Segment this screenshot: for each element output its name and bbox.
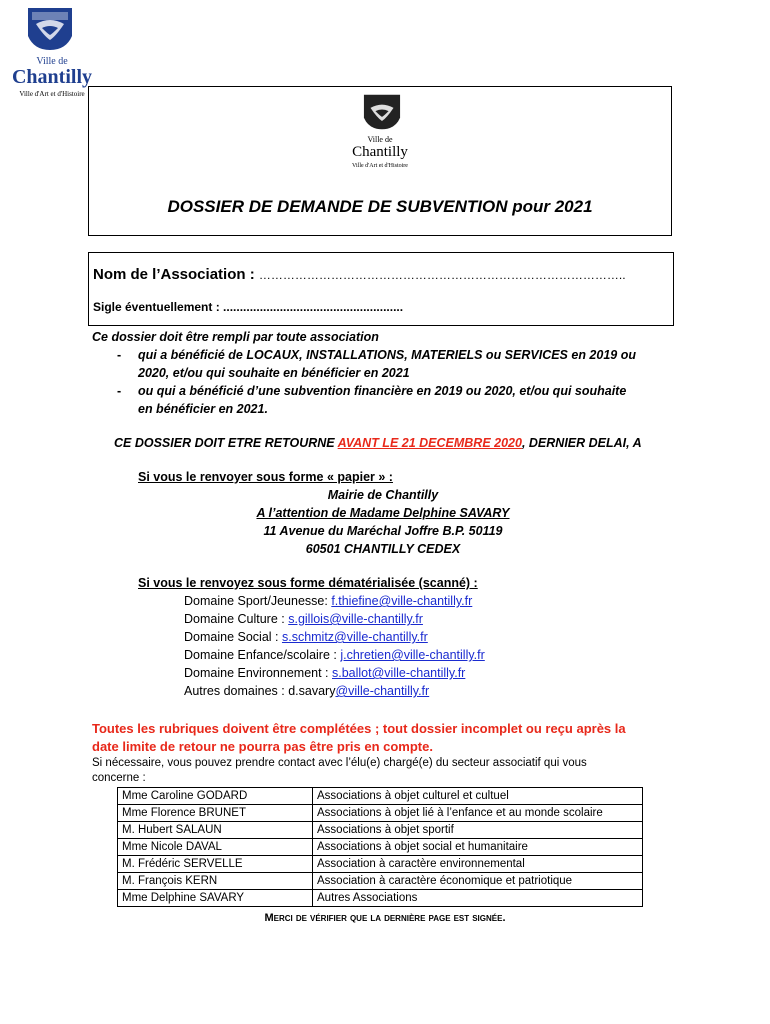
email-contact-social: Domaine Social : s.schmitz@ville-chantilly.fr [184, 630, 428, 644]
table-row [118, 873, 643, 890]
deadline-after: , DERNIER DELAI, A [521, 436, 642, 450]
official-sector: Associations à objet social et humanitaire [313, 839, 643, 856]
conditions-intro: Ce dossier doit être rempli par toute association [92, 330, 379, 344]
contact-intro-line-2: concerne : [92, 772, 146, 784]
email-contact-sport: Domaine Sport/Jeunesse: f.thiefine@ville-chantilly.fr [184, 594, 473, 608]
header-box [88, 86, 672, 236]
email-link[interactable]: f.thiefine@ville-chantilly.fr [331, 594, 473, 608]
association-name-field[interactable] [93, 266, 626, 283]
table-row [118, 822, 643, 839]
contact-intro-line-1: Si nécessaire, vous pouvez prendre contact avec l’élu(e) chargé(e) du secteur associatif qui vous [92, 757, 587, 769]
table-row [118, 805, 643, 822]
official-sector: Association à caractère économique et patriotique [313, 873, 643, 890]
deadline-before: CE DOSSIER DOIT ETRE RETOURNE [114, 436, 338, 450]
logo-ville-text: Ville de [36, 56, 68, 67]
official-sector: Associations à objet lié à l’enfance et au monde scolaire [313, 805, 643, 822]
header-logo-city: Chantilly [352, 144, 408, 160]
official-name: Mme Nicole DAVAL [118, 839, 313, 856]
contact-intro [92, 756, 672, 786]
association-box [88, 252, 674, 326]
page-title: DOSSIER DE DEMANDE DE SUBVENTION pour 2021 [167, 197, 593, 216]
bullet-dash: - [117, 348, 122, 362]
completion-warning [92, 720, 692, 756]
paper-address-4: 60501 CHANTILLY CEDEX [305, 542, 461, 556]
email-contact-autres: Autres domaines : d.savary@ville-chantilly.fr [184, 684, 430, 698]
header-logo-tagline: Ville d'Art et d'Histoire [352, 163, 408, 169]
email-contact-environnement: Domaine Environnement : s.ballot@ville-chantilly.fr [184, 666, 466, 680]
association-name-dots: ……………………………………………………………………………….. [258, 268, 626, 282]
email-link[interactable]: j.chretien@ville-chantilly.fr [340, 648, 485, 662]
deadline-notice [114, 436, 642, 450]
digital-heading: Si vous le renvoyez sous forme dématérialisée (scanné) : [138, 576, 478, 590]
condition-bullet-1b: 2020, et/ou qui souhaite en bénéficier en 2021 [138, 366, 410, 380]
email-link[interactable]: s.ballot@ville-chantilly.fr [332, 666, 466, 680]
chantilly-emblem-icon [22, 6, 78, 52]
paper-address-3: 11 Avenue du Maréchal Joffre B.P. 50119 [263, 524, 503, 538]
official-name: Mme Delphine SAVARY [118, 890, 313, 907]
official-name: Mme Caroline GODARD [118, 788, 313, 805]
email-contacts [184, 594, 485, 702]
official-name: M. Frédéric SERVELLE [118, 856, 313, 873]
official-sector: Association à caractère environnemental [313, 856, 643, 873]
warning-line-1: Toutes les rubriques doivent être complétées ; tout dossier incomplet ou reçu après la [92, 721, 626, 736]
official-name: M. François KERN [118, 873, 313, 890]
association-sigle-dots: ...................................................... [223, 300, 404, 314]
table-row [118, 890, 643, 907]
table-row [118, 839, 643, 856]
paper-heading: Si vous le renvoyer sous forme « papier » : [138, 470, 393, 484]
email-contact-enfance: Domaine Enfance/scolaire : j.chretien@ville-chantilly.fr [184, 648, 485, 662]
email-link[interactable]: s.gillois@ville-chantilly.fr [288, 612, 423, 626]
signature-reminder: Merci de vérifier que la dernière page est signée. [264, 912, 506, 924]
official-sector: Autres Associations [313, 890, 643, 907]
association-name-label: Nom de l’Association : [93, 266, 255, 283]
email-contact-culture: Domaine Culture : s.gillois@ville-chantilly.fr [184, 612, 423, 626]
elected-officials-table [117, 787, 643, 907]
header-logo-ville: Ville de [367, 135, 393, 144]
official-name: Mme Florence BRUNET [118, 805, 313, 822]
official-sector: Associations à objet sportif [313, 822, 643, 839]
association-sigle-field[interactable] [93, 300, 403, 314]
bullet-dash: - [117, 384, 122, 398]
logo-tagline-text: Ville d'Art et d'Histoire [19, 90, 85, 98]
condition-bullet-2a: ou qui a bénéficié d’une subvention financière en 2019 ou 2020, et/ou qui souhaite [138, 384, 627, 398]
association-sigle-label: Sigle éventuellement : [93, 300, 220, 314]
paper-address-1: Mairie de Chantilly [327, 488, 439, 502]
warning-line-2: date limite de retour ne pourra pas être pris en compte. [92, 739, 433, 754]
chantilly-emblem-icon [359, 93, 405, 131]
logo-city-text: Chantilly [11, 66, 93, 88]
condition-bullet-2b: en bénéficier en 2021. [138, 402, 268, 416]
table-row [118, 788, 643, 805]
city-logo [2, 4, 102, 100]
email-link[interactable]: s.schmitz@ville-chantilly.fr [281, 630, 428, 644]
condition-bullet-1a: qui a bénéficié de LOCAUX, INSTALLATIONS, MATERIELS ou SERVICES en 2019 ou [138, 348, 636, 362]
email-link[interactable]: @ville-chantilly.fr [335, 684, 430, 698]
deadline-date: AVANT LE 21 DECEMBRE 2020 [337, 436, 522, 450]
paper-address-2: A l’attention de Madame Delphine SAVARY [256, 506, 510, 520]
official-sector: Associations à objet culturel et cultuel [313, 788, 643, 805]
official-name: M. Hubert SALAUN [118, 822, 313, 839]
table-row [118, 856, 643, 873]
